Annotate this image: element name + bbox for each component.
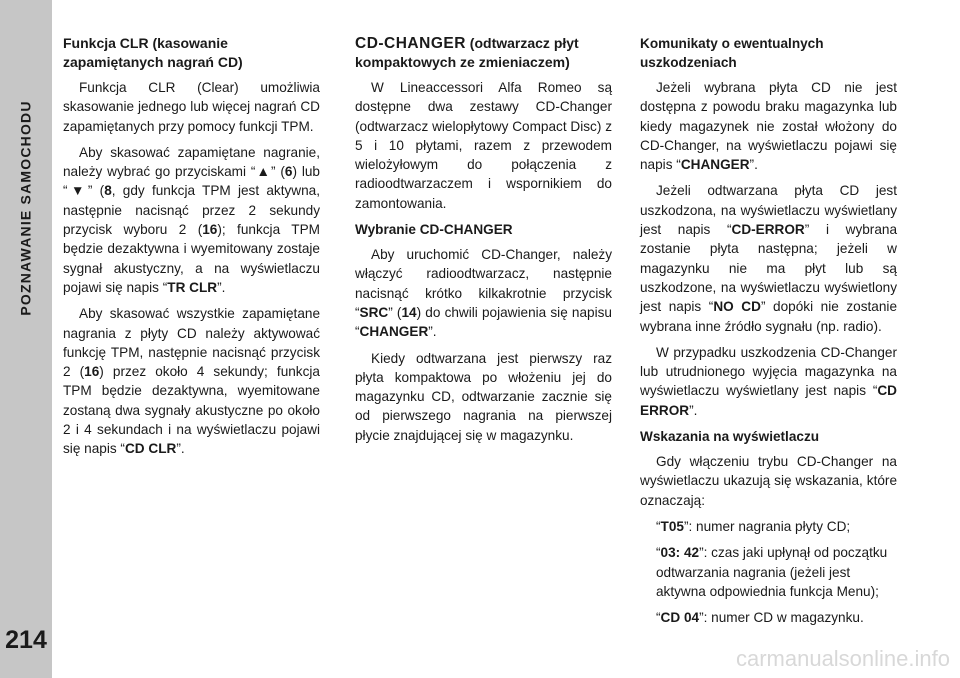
cd-changer-heading: CD-CHANGER (odtwarzacz płyt kompaktowych ze zmieniaczem) [355, 35, 579, 70]
arrow-up-icon: ▲ [255, 164, 271, 180]
clr-paragraph-1: Funkcja CLR (Clear) umożliwia skasowanie jednego lub więcej nagrań CD zapamiętanych przy pomocy funkcji TPM. [63, 80, 320, 134]
cd-changer-subheading: Wybranie CD-CHANGER [355, 222, 513, 238]
clr-paragraph-3: Aby skasować wszystkie zapamiętane nagrania z płyty CD należy aktywować funkcję TPM, następnie nacisnąć przycisk 2 (16) przez około 4 sekundy; funkcja TPM będzie dezaktywna, wyemitowane zostaną dwa sygnały akustyczne po około 2 i 4 sekundach i na wyświetlaczu pojawi się napis “CD CLR”. [63, 306, 320, 457]
display-indications-paragraph: Gdy włączeniu trybu CD-Changer na wyświetlaczu ukazują się wskazania, które oznaczają: [640, 454, 897, 508]
sidebar [0, 0, 52, 678]
watermark: carmanualsonline.info [735, 646, 950, 671]
section-title [4, 28, 48, 388]
clr-paragraph-2: Aby skasować zapamiętane nagranie, należy wybrać go przyciskami “▲” (6) lub “▼” (8, gdy funkcja TPM jest aktywna, następnie nacisnąć przez 2 sekundy przycisk wyboru 2 (16); funkcja TPM będzie dezaktywna i wyemitowany zostaje sygnał akustyczny, a na wyświetlaczu pojawi się napis “TR CLR”. [63, 144, 320, 295]
messages-paragraph-2: Jeżeli odtwarzana płyta CD jest uszkodzona, na wyświetlaczu wyświetlany jest napis “CD-ERROR” i wybrana zostanie płyta następna; jeżeli w magazynku nie ma płyt lub są uszkodzone, na wyświetlaczu wyświetlony jest napis “NO CD” dopóki nie zostanie wybrana inne źródło sygnału (np. radio). [640, 183, 898, 334]
section-title-text: POZNAWANIE SAMOCHODU [18, 100, 34, 316]
clr-heading: Funkcja CLR (kasowanie zapamiętanych nagrań CD) [63, 35, 243, 70]
messages-heading: Komunikaty o ewentualnych uszkodzeniach [640, 36, 824, 70]
column-cd-changer [355, 34, 612, 452]
messages-paragraph-1: Jeżeli wybrana płyta CD nie jest dostępna z powodu braku magazynka lub kiedy magazynek nie został włożony do CD-Changer, na wyświetlaczu pojawi się napis “CHANGER”. [640, 80, 897, 173]
column-messages [640, 34, 897, 634]
list-item: “CD 04”: numer CD w magazynku. [656, 610, 864, 626]
list-item: “03: 42”: czas jaki upłynął od początku odtwarzania nagrania (jeżeli jest aktywna odpowiednia funkcja Menu); [656, 545, 888, 599]
cd-changer-paragraph-3: Kiedy odtwarzana jest pierwszy raz płyta kompaktowa po włożeniu jej do magazynku CD, odtwarzanie zacznie się od pierwszego nagrania na pierwszej płycie znajdującej się w magazynku. [355, 350, 612, 443]
display-indications-heading: Wskazania na wyświetlaczu [640, 429, 820, 445]
page-number: 214 [5, 626, 47, 654]
column-clr-function [63, 34, 320, 466]
list-item: “T05”: numer nagrania płyty CD; [656, 518, 851, 534]
display-text-tr-clr: TR CLR [167, 279, 218, 295]
cd-changer-paragraph-2: Aby uruchomić CD-Changer, należy włączyć radioodtwarzacz, następnie nacisnąć krótko kilkakrotnie przycisk “SRC” (14) do chwili pojawienia się napisu “CHANGER”. [355, 247, 612, 340]
display-text-cd-clr: CD CLR [124, 441, 177, 457]
messages-paragraph-3: W przypadku uszkodzenia CD-Changer lub utrudnionego wyjęcia magazynka na wyświetlaczu wyświetlany jest napis “CD ERROR”. [640, 344, 897, 418]
cd-changer-paragraph-1: W Lineaccessori Alfa Romeo są dostępne dwa zestawy CD-Changer (odtwarzacz wielopłytowy Compact Disc) z 5 i 10 płytami, razem z przewodem wielożyłowym do połączenia z radioodtwarzaczem i wspornikiem do zamontowania. [355, 80, 612, 211]
arrow-down-icon: ▼ [67, 183, 88, 199]
